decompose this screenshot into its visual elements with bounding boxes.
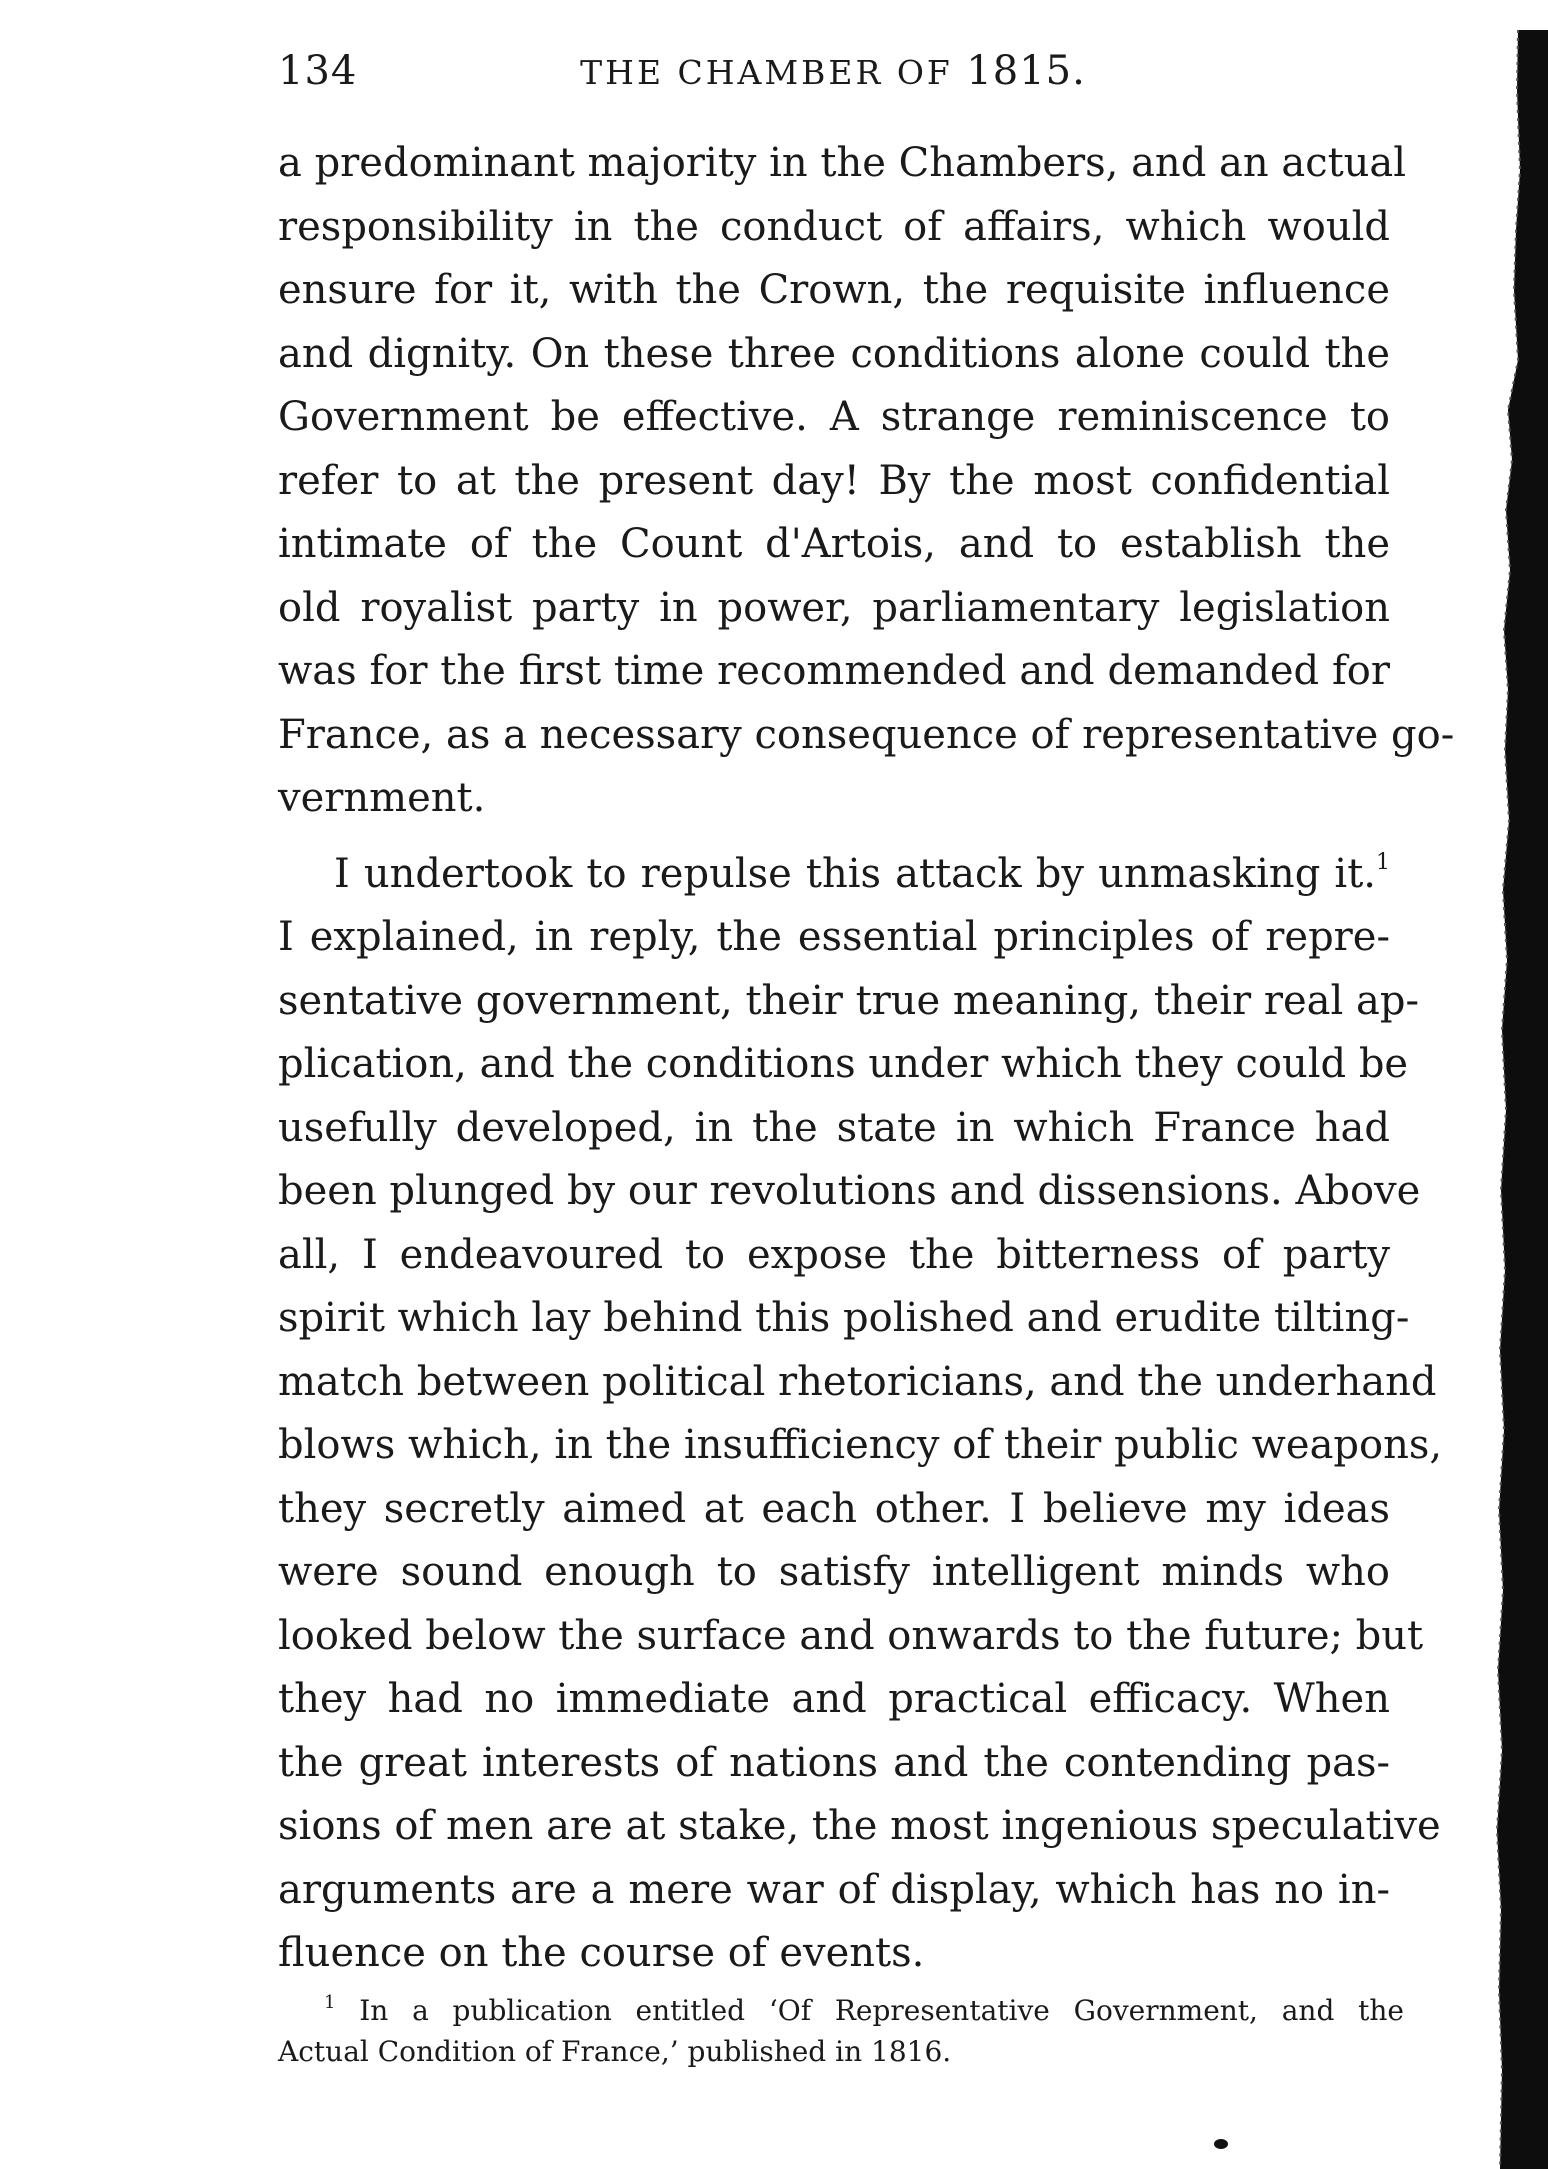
text-line: sentative government, their true meaning, their real ap- <box>278 977 1419 1024</box>
page-number: 134 <box>278 48 358 94</box>
text-line: I explained, in reply, the essential principles of repre- <box>278 914 1390 960</box>
running-head <box>278 40 1388 120</box>
text-line: intimate of the Count d'Artois, and to establish the <box>278 521 1390 567</box>
text-line: the great interests of nations and the contending pas- <box>278 1739 1390 1786</box>
running-title <box>278 48 1388 94</box>
paragraph-1 <box>278 132 1455 831</box>
footnote <box>278 1990 1404 2072</box>
text-line: responsibility in the conduct of affairs, which would <box>278 203 1390 250</box>
running-title-year: 1815. <box>966 48 1086 94</box>
text-line: looked below the surface and onwards to the future; but <box>278 1612 1424 1659</box>
text-line: France, as a necessary consequence of representative go- <box>278 711 1455 758</box>
text-line: fluence on the course of events. <box>278 1930 925 1976</box>
running-title-text: THE CHAMBER OF <box>580 53 953 92</box>
text-line: sions of men are at stake, the most ingenious speculative <box>278 1803 1441 1849</box>
body-text <box>278 132 1455 1986</box>
text-line: was for the first time recommended and demanded for <box>278 648 1390 694</box>
page-edge-shadow <box>1496 30 1548 2169</box>
text-line: refer to at the present day! By the most confidential <box>278 457 1390 504</box>
text-line: and dignity. On these three conditions alone could the <box>278 330 1390 377</box>
text-line: match between political rhetoricians, and the underhand <box>278 1358 1437 1405</box>
text-line: arguments are a mere war of display, which has no in- <box>278 1866 1390 1913</box>
first-line-text: I undertook to repulse this attack by unmasking it. <box>334 850 1376 897</box>
text-line: Government be effective. A strange reminiscence to <box>278 394 1390 440</box>
text-line: were sound enough to satisfy intelligent minds who <box>278 1549 1390 1595</box>
text-line-first <box>278 843 1390 907</box>
ink-speck <box>1212 2135 1230 2147</box>
text-line: spirit which lay behind this polished and erudite tilting- <box>278 1295 1410 1341</box>
text-line: ensure for it, with the Crown, the requisite influence <box>278 267 1390 313</box>
text-line: a predominant majority in the Chambers, and an actual <box>278 140 1407 186</box>
footnote-marker: 1 <box>324 1992 336 2013</box>
text-line: usefully developed, in the state in which France had <box>278 1104 1390 1151</box>
footnote-text-1: In a publication entitled ‘Of Representative Government, and the <box>359 1994 1404 2027</box>
text-line: old royalist party in power, parliamentary legislation <box>278 584 1390 631</box>
text-line: vernment. <box>278 775 486 821</box>
footnote-line <box>278 1990 1404 2031</box>
text-line: been plunged by our revolutions and dissensions. Above <box>278 1168 1421 1214</box>
footnote-reference[interactable]: 1 <box>1376 849 1390 875</box>
text-line: they had no immediate and practical efficacy. When <box>278 1676 1390 1722</box>
paragraph-2 <box>278 843 1443 1986</box>
text-line: all, I endeavoured to expose the bitterness of party <box>278 1231 1390 1278</box>
text-line: they secretly aimed at each other. I believe my ideas <box>278 1485 1390 1532</box>
footnote-line: Actual Condition of France,’ published in 1816. <box>278 2035 952 2068</box>
text-line: blows which, in the insufficiency of their public weapons, <box>278 1422 1443 1468</box>
text-line: plication, and the conditions under which they could be <box>278 1041 1409 1087</box>
